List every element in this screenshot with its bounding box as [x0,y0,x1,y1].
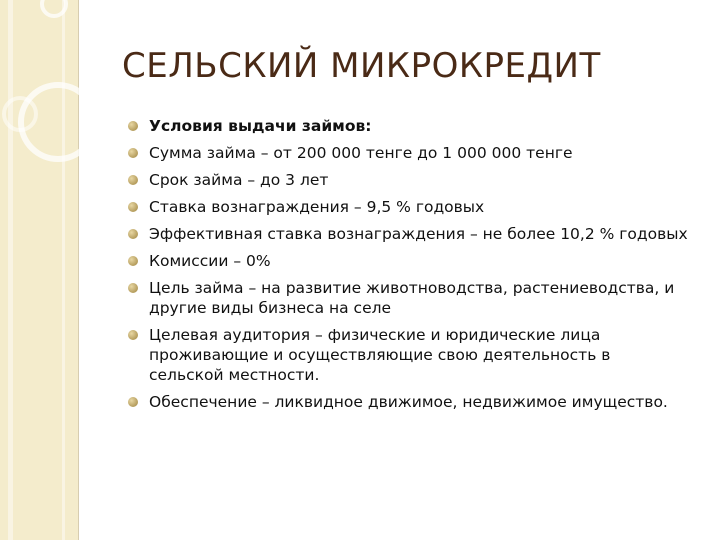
bullet-icon [128,256,138,266]
list-item-text: Эффективная ставка вознаграждения – не более 10,2 % годовых [149,225,688,243]
bullet-icon [128,175,138,185]
decorative-ring-icon [18,82,98,162]
list-item-text: Обеспечение – ликвидное движимое, недвижимое имущество. [149,393,668,411]
list-item-text: Целевая аудитория – физические и юридические лица проживающие и осуществляющие свою деятельность в сельской местности. [149,326,611,384]
list-item-text: Ставка вознаграждения – 9,5 % годовых [149,198,485,216]
bullet-icon [128,121,138,131]
list-item [128,392,688,412]
slide-title: СЕЛЬСКИЙ МИКРОКРЕДИТ [122,46,601,86]
bullet-icon [128,229,138,239]
list-item [128,197,688,217]
decorative-side-panel [0,0,79,540]
list-item-text: Условия выдачи займов: [149,117,372,135]
bullet-icon [128,330,138,340]
list-item [128,251,688,271]
list-item [128,116,688,136]
decorative-stripe [8,0,13,540]
list-item-text: Комиссии – 0% [149,252,271,270]
list-item-text: Срок займа – до 3 лет [149,171,329,189]
bullet-list [128,116,688,419]
bullet-icon [128,202,138,212]
list-item-text: Цель займа – на развитие животноводства, растениеводства, и другие виды бизнеса на селе [149,279,675,317]
list-item [128,170,688,190]
list-item [128,224,688,244]
list-item [128,325,688,385]
list-item [128,278,688,318]
decorative-stripe [62,0,65,540]
list-item [128,143,688,163]
bullet-icon [128,283,138,293]
bullet-icon [128,397,138,407]
list-item-text: Сумма займа – от 200 000 тенге до 1 000 000 тенге [149,144,573,162]
bullet-icon [128,148,138,158]
